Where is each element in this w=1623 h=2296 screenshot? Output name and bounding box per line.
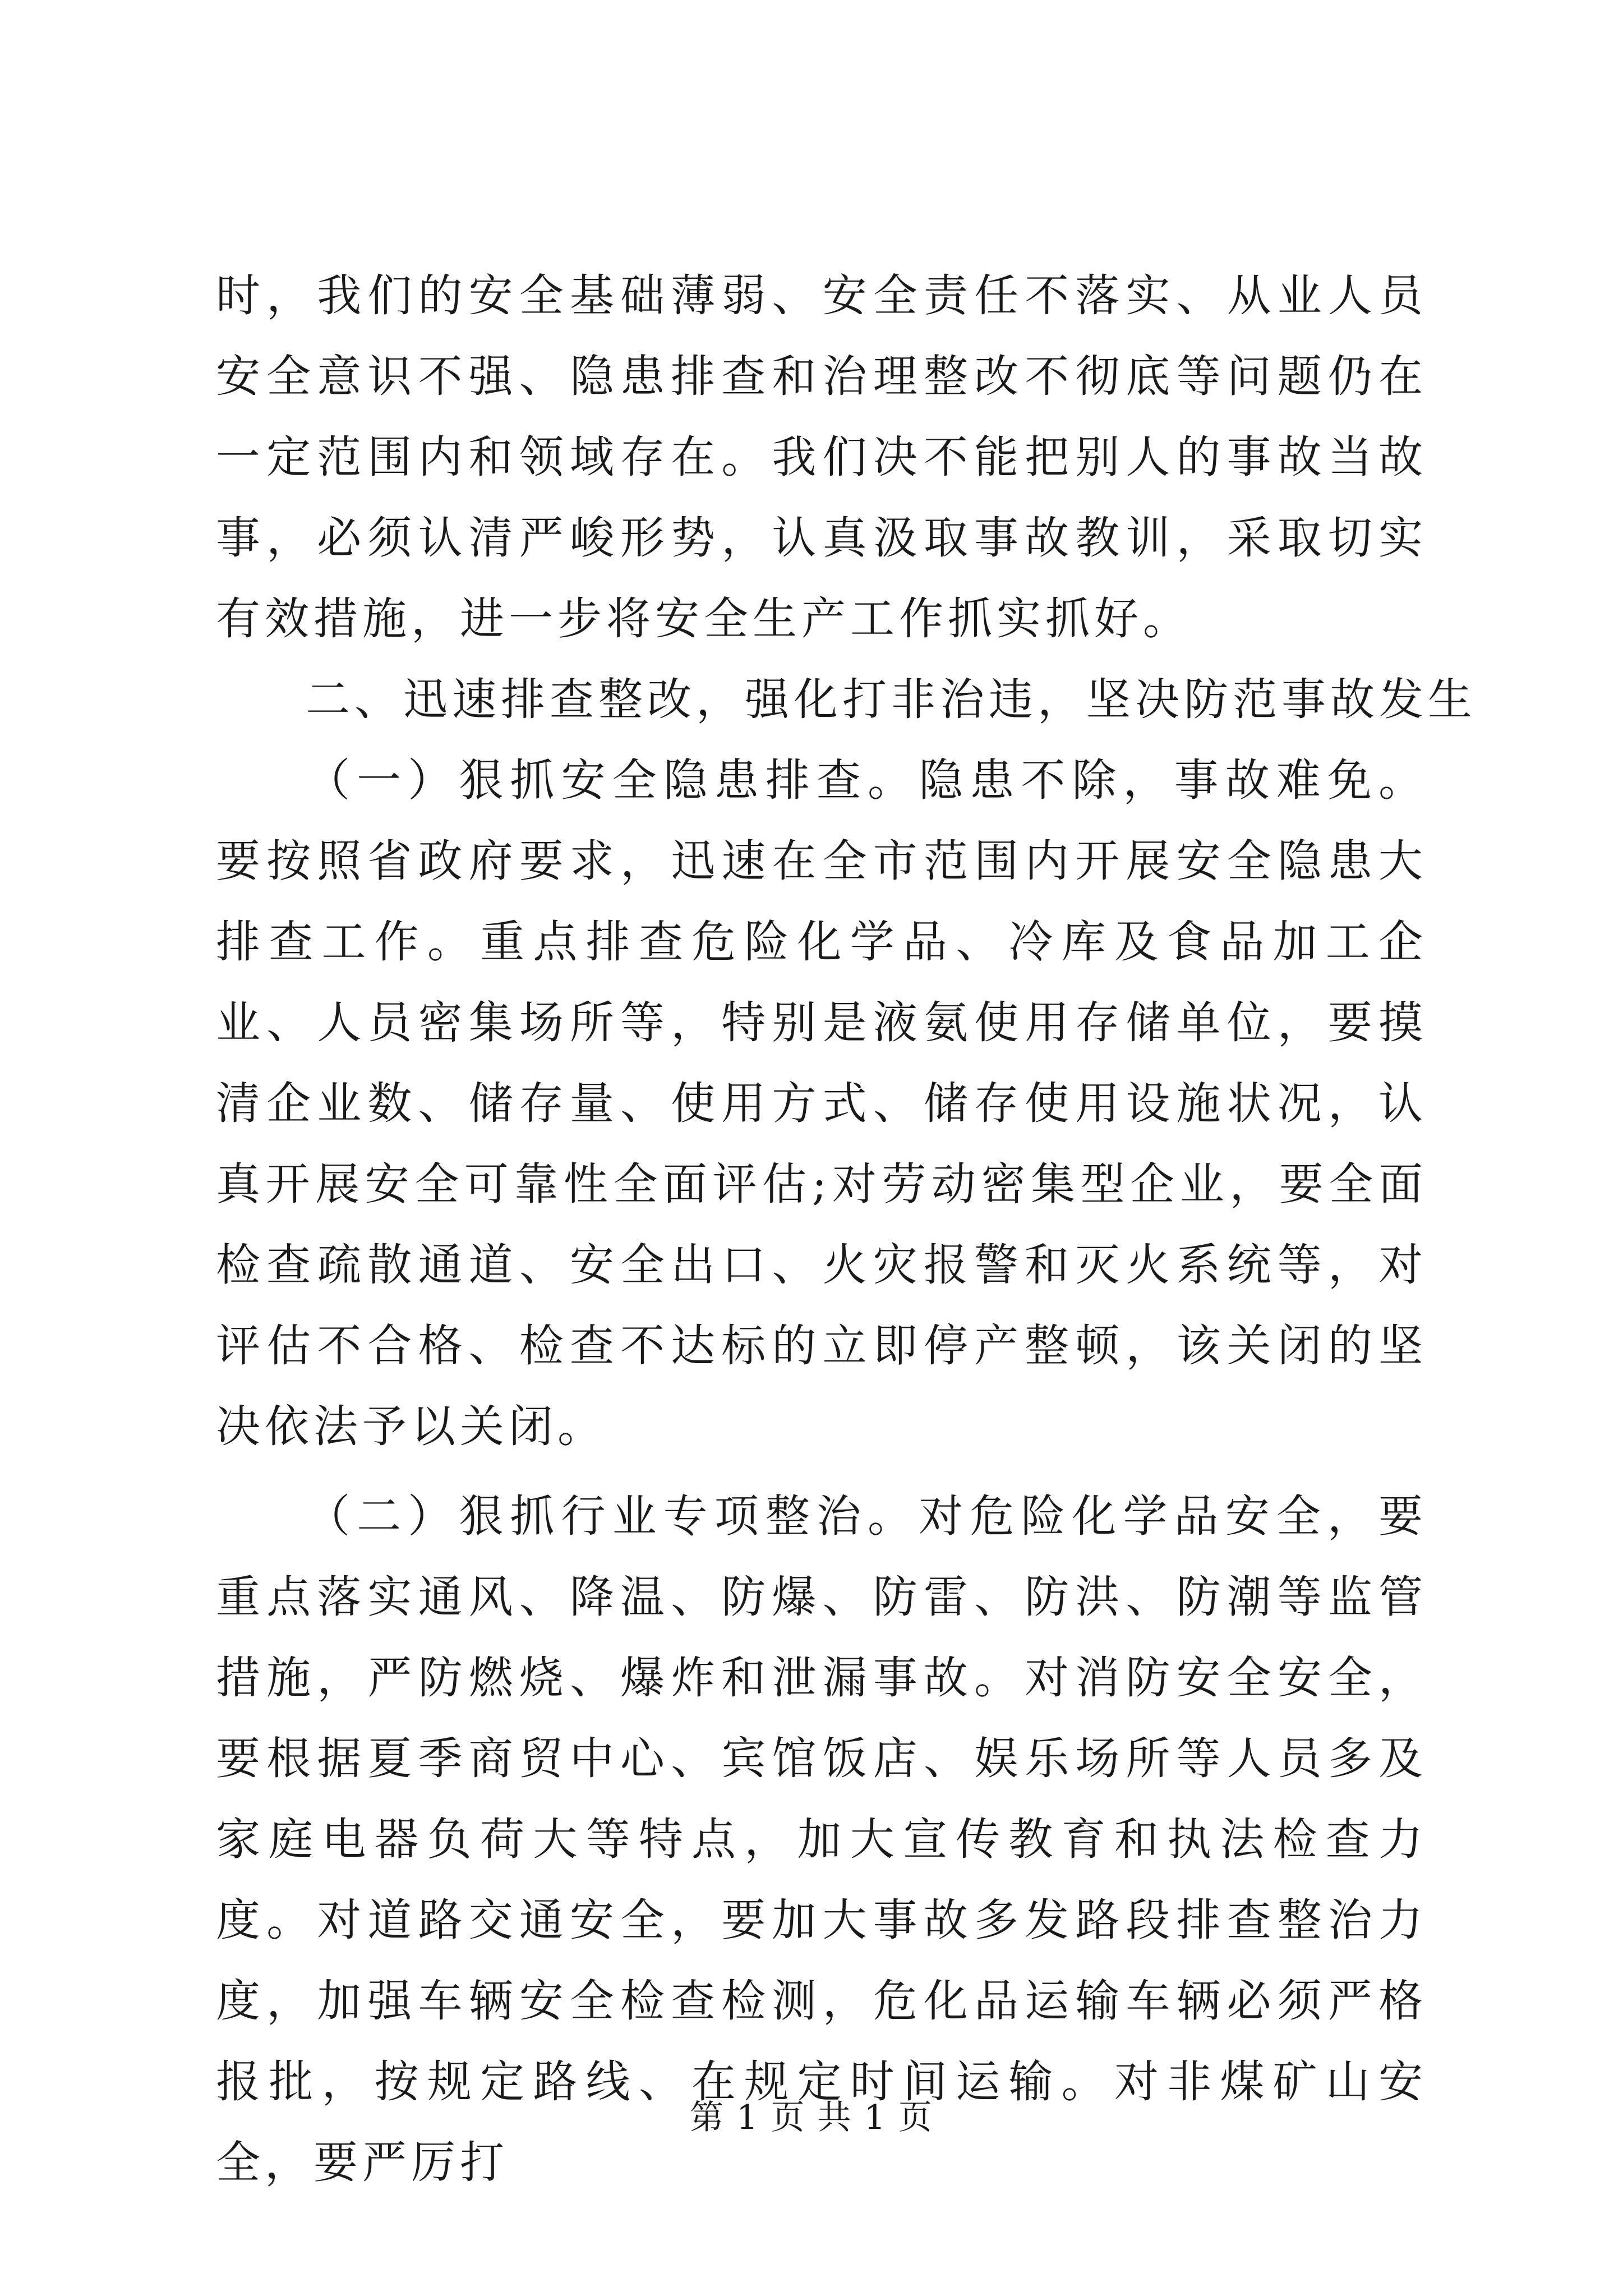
paragraph-industry-rectification: （二）狠抓行业专项整治。对危险化学品安全，要重点落实通风、降温、防爆、防雷、防洪、防潮等监管措施，严防燃烧、爆炸和泄漏事故。对消防安全安全，要根据夏季商贸中心、宾馆饭店、娱乐场所等人员多及家庭电器负荷大等特点，加大宣传教育和执法检查力度。对道路交通安全，要加大事故多发路段排查整治力度，加强车辆安全检查检测，危化品运输车辆必须严格报批，按规定路线、在规定时间运输。对非煤矿山安全，要严厉打 xyxy=(216,1490,1427,2188)
page-footer: 第 1 页 共 1 页 xyxy=(690,2098,933,2137)
section-heading: 二、迅速排查整改，强化打非治违，坚决防范事故发生 xyxy=(306,674,1477,725)
document-body xyxy=(216,255,1477,2203)
paragraph-hazard-inspection: （一）狠抓安全隐患排查。隐患不除，事故难免。要按照省政府要求，迅速在全市范围内开展安全隐患大排查工作。重点排查危险化学品、冷库及食品加工企业、人员密集场所等，特别是液氨使用存储单位，要摸清企业数、储存量、使用方式、储存使用设施状况，认真开展安全可靠性全面评估;对劳动密集型企业，要全面检查疏散通道、安全出口、火灾报警和灭火系统等，对评估不合格、检查不达标的立即停产整顿，该关闭的坚决依法予以关闭。 xyxy=(216,754,1427,1452)
paragraph-continuation: 时，我们的安全基础薄弱、安全责任不落实、从业人员安全意识不强、隐患排查和治理整改不彻底等问题仍在一定范围内和领域存在。我们决不能把别人的事故当故事，必须认清严峻形势，认真汲取事故教训，采取切实有效措施，进一步将安全生产工作抓实抓好。 xyxy=(216,270,1427,645)
